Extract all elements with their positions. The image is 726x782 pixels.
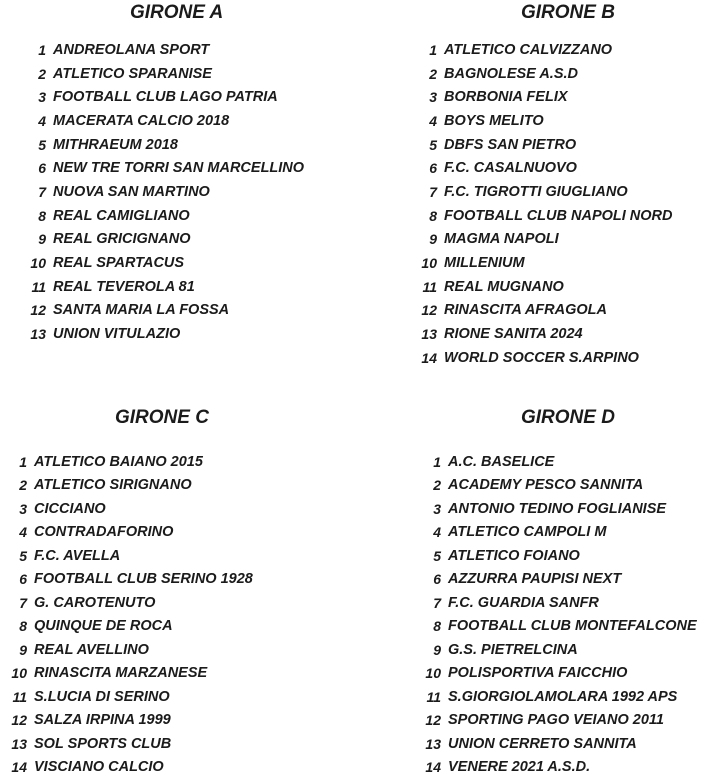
team-row (403, 638, 697, 662)
team-row (399, 133, 673, 157)
team-name: SANTA MARIA LA FOSSA (53, 302, 230, 319)
team-row (399, 275, 673, 299)
team-row (0, 709, 253, 733)
team-number: 14 (11, 759, 27, 776)
team-name: SOL SPORTS CLUB (34, 735, 172, 752)
team-name: REAL CAMIGLIANO (53, 207, 190, 224)
team-number: 7 (38, 183, 46, 200)
team-row (399, 251, 673, 275)
team-name: S.LUCIA DI SERINO (34, 688, 170, 705)
team-number: 6 (429, 160, 437, 177)
team-number: 6 (433, 571, 441, 588)
team-number: 13 (421, 326, 437, 343)
team-row (0, 521, 253, 545)
team-number: 12 (421, 302, 437, 319)
team-name: POLISPORTIVA FAICCHIO (448, 665, 628, 682)
team-row (403, 732, 697, 756)
team-number: 2 (38, 65, 46, 82)
team-name: FOOTBALL CLUB NAPOLI NORD (444, 207, 673, 224)
team-row (0, 685, 253, 709)
team-row (403, 685, 697, 709)
team-row (399, 204, 673, 228)
team-row (399, 156, 673, 180)
team-list (399, 38, 673, 370)
team-number: 10 (11, 665, 27, 682)
team-row (403, 756, 697, 780)
team-number: 11 (422, 278, 437, 295)
team-row (0, 591, 253, 615)
team-row (8, 322, 304, 346)
team-list (403, 450, 697, 779)
team-row (8, 133, 304, 157)
team-number: 8 (433, 618, 441, 635)
team-name: MITHRAEUM 2018 (53, 136, 178, 153)
team-row (403, 474, 697, 498)
team-name: SALZA IRPINA 1999 (34, 712, 171, 729)
team-name: MACERATA CALCIO 2018 (53, 112, 230, 129)
team-number: 14 (425, 759, 441, 776)
team-name: DBFS SAN PIETRO (444, 136, 577, 153)
team-name: UNION VITULAZIO (53, 326, 181, 343)
team-row (399, 85, 673, 109)
group-title: GIRONE C (115, 407, 209, 428)
team-number: 12 (30, 302, 46, 319)
team-name: MILLENIUM (444, 255, 525, 272)
team-number: 7 (429, 183, 437, 200)
team-row (0, 756, 253, 780)
team-row (8, 275, 304, 299)
team-name: REAL GRICIGNANO (53, 231, 191, 248)
team-name: BOYS MELITO (444, 112, 544, 129)
team-number: 3 (429, 89, 437, 106)
team-row (8, 62, 304, 86)
team-name: BAGNOLESE A.S.D (444, 65, 579, 82)
team-name: RINASCITA AFRAGOLA (444, 302, 607, 319)
team-name: ATLETICO FOIANO (448, 547, 580, 564)
team-row (399, 62, 673, 86)
team-number: 4 (433, 524, 441, 541)
group-title: GIRONE A (130, 2, 224, 23)
team-name: ATLETICO BAIANO 2015 (34, 453, 203, 470)
team-name: VISCIANO CALCIO (34, 759, 164, 776)
team-number: 5 (429, 136, 437, 153)
team-number: 1 (38, 41, 46, 58)
team-name: S.GIORGIOLAMOLARA 1992 APS (448, 688, 678, 705)
team-name: NEW TRE TORRI SAN MARCELLINO (53, 160, 305, 177)
team-name: G. CAROTENUTO (34, 594, 156, 611)
team-name: ANTONIO TEDINO FOGLIANISE (448, 500, 667, 517)
team-name: G.S. PIETRELCINA (448, 641, 578, 658)
team-number: 10 (421, 255, 437, 272)
team-row (399, 228, 673, 252)
team-number: 10 (30, 255, 46, 272)
team-row (0, 497, 253, 521)
team-row (399, 299, 673, 323)
team-name: NUOVA SAN MARTINO (53, 183, 210, 200)
team-number: 8 (429, 207, 437, 224)
team-row (403, 497, 697, 521)
team-number: 13 (30, 326, 46, 343)
team-number: 8 (19, 618, 27, 635)
team-number: 3 (19, 500, 27, 517)
team-name: RINASCITA MARZANESE (34, 665, 208, 682)
team-row (8, 228, 304, 252)
team-row (399, 180, 673, 204)
team-row (403, 709, 697, 733)
team-name: CICCIANO (34, 500, 106, 517)
team-number: 11 (12, 688, 27, 705)
team-number: 1 (19, 453, 27, 470)
team-number: 4 (19, 524, 27, 541)
team-row (8, 299, 304, 323)
team-number: 5 (38, 136, 46, 153)
team-name: ATLETICO CAMPOLI M (448, 524, 607, 541)
team-number: 1 (433, 453, 441, 470)
team-row (8, 180, 304, 204)
team-row (8, 38, 304, 62)
team-name: ATLETICO SPARANISE (53, 65, 212, 82)
team-name: SPORTING PAGO VEIANO 2011 (448, 712, 664, 729)
team-name: UNION CERRETO SANNITA (448, 735, 637, 752)
team-list (8, 38, 304, 346)
team-name: QUINQUE DE ROCA (34, 618, 173, 635)
team-row (399, 346, 673, 370)
team-name: ANDREOLANA SPORT (53, 41, 210, 58)
team-number: 3 (433, 500, 441, 517)
team-number: 6 (38, 160, 46, 177)
team-number: 1 (429, 41, 437, 58)
team-name: F.C. GUARDIA SANFR (448, 594, 599, 611)
team-row (399, 322, 673, 346)
team-row (399, 109, 673, 133)
team-name: FOOTBALL CLUB LAGO PATRIA (53, 89, 278, 106)
team-number: 9 (429, 231, 437, 248)
team-number: 12 (425, 712, 441, 729)
team-number: 4 (429, 112, 437, 129)
team-row (399, 38, 673, 62)
team-row (0, 474, 253, 498)
team-number: 10 (425, 665, 441, 682)
team-number: 12 (11, 712, 27, 729)
team-name: FOOTBALL CLUB SERINO 1928 (34, 571, 253, 588)
group-title: GIRONE D (521, 407, 615, 428)
team-row (0, 638, 253, 662)
team-row (0, 450, 253, 474)
team-name: REAL MUGNANO (444, 278, 564, 295)
team-name: AZZURRA PAUPISI NEXT (448, 571, 622, 588)
team-row (403, 568, 697, 592)
team-row (8, 109, 304, 133)
team-number: 14 (421, 349, 437, 366)
team-number: 11 (426, 688, 441, 705)
team-number: 7 (433, 594, 441, 611)
team-row (403, 450, 697, 474)
team-name: ATLETICO CALVIZZANO (444, 41, 613, 58)
team-number: 13 (11, 735, 27, 752)
team-name: FOOTBALL CLUB MONTEFALCONE (448, 618, 697, 635)
team-row (8, 251, 304, 275)
team-number: 7 (19, 594, 27, 611)
team-number: 3 (38, 89, 46, 106)
team-list (0, 450, 253, 779)
team-row (403, 521, 697, 545)
team-row (403, 591, 697, 615)
team-number: 6 (19, 571, 27, 588)
team-number: 4 (38, 112, 46, 129)
team-number: 2 (19, 477, 27, 494)
team-number: 5 (19, 547, 27, 564)
team-name: VENERE 2021 A.S.D. (448, 759, 591, 776)
team-name: WORLD SOCCER S.ARPINO (444, 349, 639, 366)
team-number: 8 (38, 207, 46, 224)
team-row (0, 615, 253, 639)
team-name: F.C. AVELLA (34, 547, 121, 564)
team-name: BORBONIA FELIX (444, 89, 568, 106)
team-row (403, 544, 697, 568)
team-number: 9 (433, 641, 441, 658)
team-name: REAL AVELLINO (34, 641, 149, 658)
team-row (0, 568, 253, 592)
team-row (0, 662, 253, 686)
team-number: 5 (433, 547, 441, 564)
team-name: CONTRADAFORINO (34, 524, 174, 541)
team-name: A.C. BASELICE (448, 453, 555, 470)
team-number: 11 (31, 278, 46, 295)
team-name: MAGMA NAPOLI (444, 231, 559, 248)
team-name: ACADEMY PESCO SANNITA (448, 477, 644, 494)
team-row (0, 732, 253, 756)
team-name: REAL TEVEROLA 81 (53, 278, 195, 295)
team-number: 2 (429, 65, 437, 82)
team-number: 9 (38, 231, 46, 248)
team-name: RIONE SANITA 2024 (444, 326, 583, 343)
team-row (403, 615, 697, 639)
team-row (8, 156, 304, 180)
team-number: 2 (433, 477, 441, 494)
team-number: 9 (19, 641, 27, 658)
team-name: F.C. CASALNUOVO (444, 160, 577, 177)
group-title: GIRONE B (521, 2, 615, 23)
team-row (8, 85, 304, 109)
team-row (403, 662, 697, 686)
team-name: ATLETICO SIRIGNANO (34, 477, 192, 494)
team-row (8, 204, 304, 228)
team-name: REAL SPARTACUS (53, 255, 185, 272)
team-row (0, 544, 253, 568)
team-number: 13 (425, 735, 441, 752)
team-name: F.C. TIGROTTI GIUGLIANO (444, 183, 628, 200)
